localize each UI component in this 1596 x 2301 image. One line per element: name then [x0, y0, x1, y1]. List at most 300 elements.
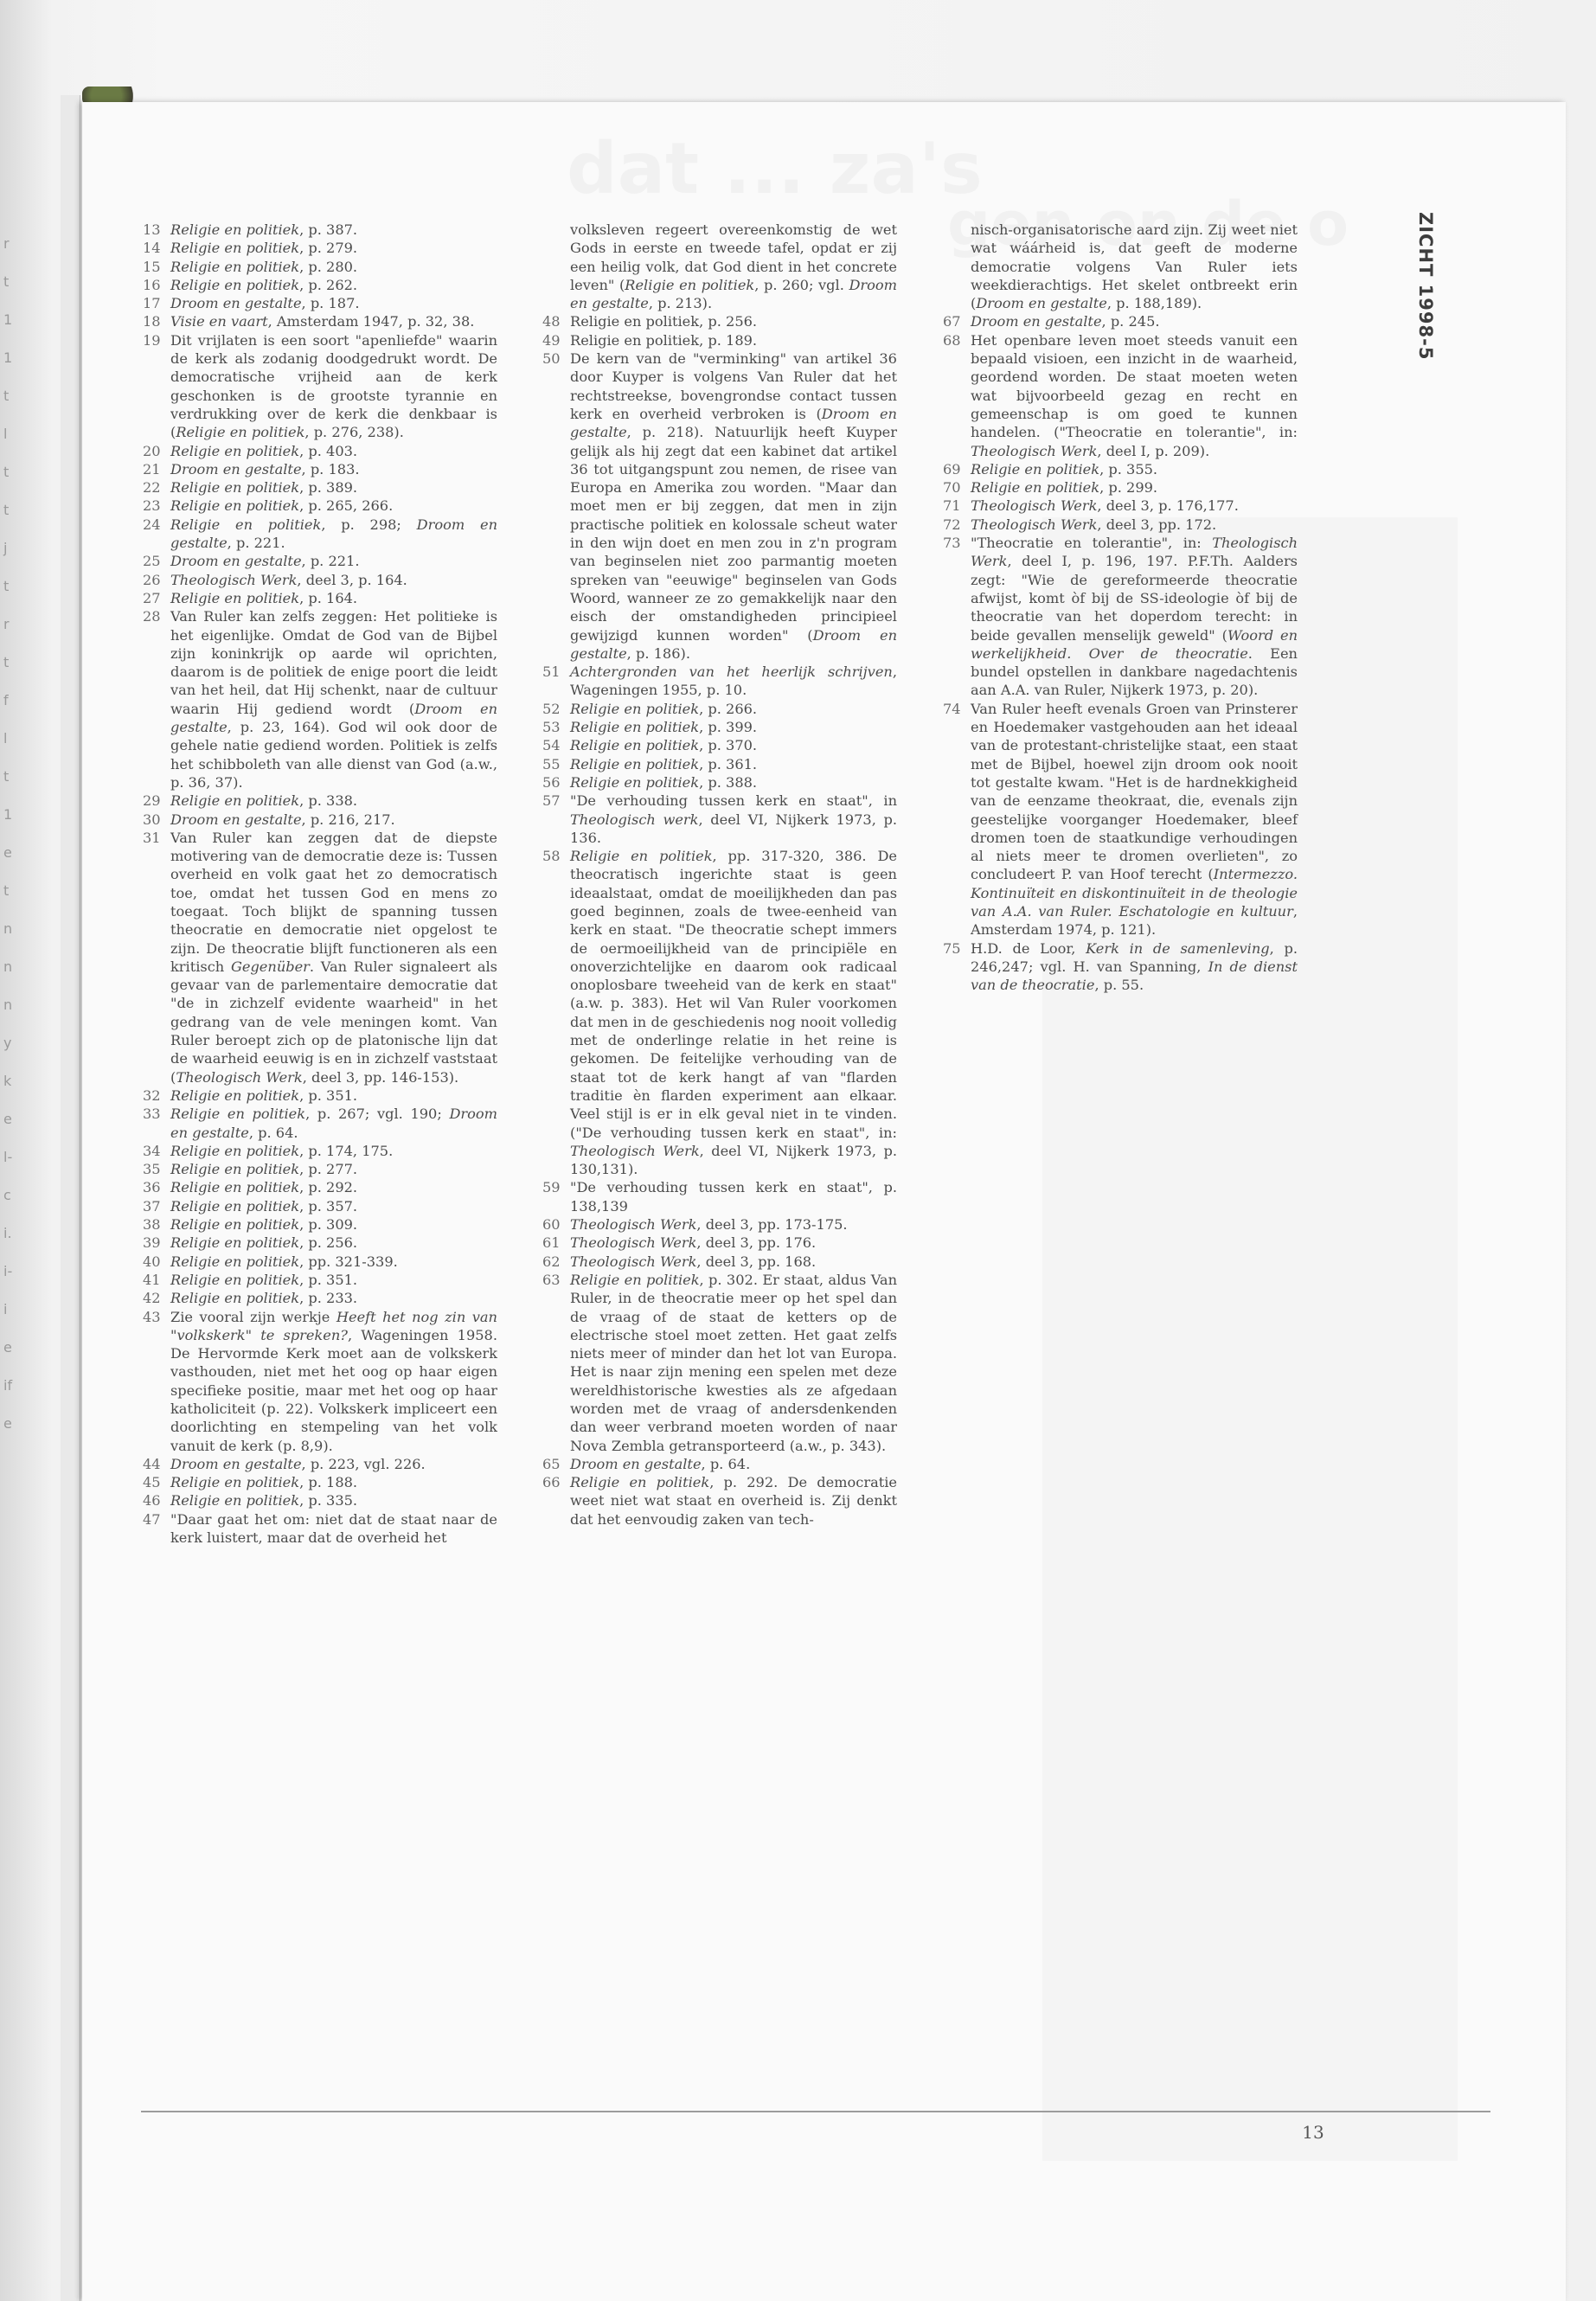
- footnote-title: Theologisch Werk: [570, 1142, 700, 1159]
- footnote-text: "Daar gaat het om: niet dat de staat naar de kerk luistert, maar dat de overheid het: [170, 1510, 497, 1547]
- footnote-number: 18: [143, 313, 161, 330]
- edge-letter: t: [3, 578, 10, 594]
- footnote-text: , p. 55.: [1094, 977, 1144, 994]
- footnote-number: 35: [143, 1161, 161, 1178]
- footnote-title: Religie en politiek: [176, 424, 305, 441]
- edge-letter: i-: [3, 1263, 13, 1279]
- footnote-number: 14: [143, 240, 161, 257]
- footnote-text: , p. 279.: [299, 240, 358, 257]
- footnote-number: 25: [143, 553, 161, 570]
- edge-letter: t: [3, 654, 10, 670]
- footnote: [542, 1234, 897, 1252]
- edge-letter: y: [3, 1035, 12, 1051]
- footnote-text: , p. 188,189).: [1106, 295, 1202, 312]
- footnote-number: 17: [143, 295, 161, 312]
- edge-letter: t: [3, 768, 10, 785]
- footnote-text: , Amsterdam 1947, p. 32, 38.: [267, 313, 475, 330]
- footnote-title: Religie en politiek: [170, 1142, 300, 1159]
- footnote-text: "De verhouding tussen kerk en staat", in: [570, 792, 897, 810]
- footnote-text: , p. 389.: [299, 479, 358, 497]
- footnote-text: , p. 298;: [321, 516, 417, 533]
- footnote-title: Religie en politiek: [170, 1106, 306, 1123]
- footnote-text: , Amsterdam 1974, p. 121).: [971, 902, 1298, 939]
- footnote: [943, 331, 1298, 460]
- footnote-number: 65: [542, 1455, 561, 1472]
- footnote-text: , p. 387.: [299, 221, 358, 238]
- footnote-number: 26: [143, 571, 161, 588]
- footnote-text: Zie vooral zijn werkje: [170, 1308, 337, 1325]
- footnote: [943, 312, 1298, 330]
- footnote-title: Theologisch Werk: [570, 1253, 697, 1270]
- footnote: [943, 516, 1298, 534]
- footnote-text: Het openbare leven moet steeds vanuit een bepaald visioen, een inzicht in de waarheid, geordend worden. De staat moeten weten wat bijvoorbeeld gezag en recht en gemeenschap is om goed te kunnen handelen. ("Theocratie en tolerantie", in:: [971, 331, 1298, 441]
- footnote-number: 68: [943, 331, 961, 349]
- footnote: [143, 1178, 497, 1196]
- footnote-title: Droom en gestalte: [971, 313, 1102, 330]
- footnote-number: 15: [143, 258, 161, 275]
- footnote-title: Religie en politiek: [170, 1234, 300, 1252]
- footnote-title: Religie en politiek: [170, 1253, 300, 1270]
- footnote-title: Droom en gestalte: [976, 295, 1107, 312]
- footnote: [542, 773, 897, 792]
- footnote-title: Theologisch werk: [570, 811, 699, 828]
- footnote-text: , p. 280.: [299, 258, 358, 275]
- footnote: [143, 331, 497, 442]
- footnote-number: 22: [143, 479, 161, 497]
- footnote-title: Droom en gestalte: [570, 626, 898, 662]
- footnote-text: Van Ruler heeft evenals Groen van Prinsterer en Hoedemaker vastgehouden aan het ideaal van de protestant-christelijke staat, een staat met de Bijbel, hoewel zijn droom ook nooit tot gestalte kwam. "Het is de hardnekkigheid van de eenzame theokraat, die, evenals zijn geestelijke voorganger Hoedemaker, bleef dromen toen de staatkundige verhoudingen al niets meer te dromen overlieten", zo concludeert P. van Hoof terecht (: [971, 700, 1298, 883]
- footnote: [143, 221, 497, 239]
- footnote-text: , p. 370.: [699, 737, 758, 754]
- footnote-number: 27: [143, 589, 161, 606]
- footnote: [143, 1086, 497, 1105]
- footnote-number: 70: [943, 479, 961, 497]
- footnote-title: Religie en politiek: [170, 479, 300, 497]
- footnote-text: , p. 355.: [1099, 460, 1158, 478]
- footnote: [143, 276, 497, 294]
- edge-letter: k: [3, 1073, 12, 1089]
- footnote-title: Religie en politiek: [170, 516, 322, 533]
- footnote-number: 60: [542, 1216, 561, 1234]
- footnote-title: Droom en gestalte: [570, 276, 897, 312]
- footnote-number: 23: [143, 497, 161, 515]
- footnote: [542, 700, 897, 718]
- footnote-number: 21: [143, 460, 161, 478]
- footnote-number: 49: [542, 331, 561, 349]
- footnote-number: 45: [143, 1474, 161, 1491]
- footnote-title: Religie en politiek: [570, 1271, 700, 1288]
- footnote-column-2: [542, 221, 897, 1529]
- edge-letter: i.: [3, 1225, 12, 1241]
- footnote-title: Religie en politiek: [570, 848, 713, 865]
- footnote-text: , deel 3, pp. 173-175.: [696, 1216, 848, 1234]
- footnote-text: , p. 351.: [299, 1086, 358, 1104]
- footnote-title: Droom en gestalte: [570, 405, 897, 441]
- footnote-number: 29: [143, 792, 161, 810]
- footnote-text: , p. 164.: [299, 589, 358, 606]
- footnote: [542, 312, 897, 330]
- footnote: [143, 312, 497, 330]
- footnote-number: 28: [143, 608, 161, 625]
- footnote-title: Religie en politiek: [625, 276, 755, 293]
- footer-rule: [141, 2111, 1490, 2112]
- footnote-title: Intermezzo. Kontinuïteit en diskontinuïteit in de theologie van A.A. van Ruler. Eschatologie en kultuur: [971, 866, 1298, 920]
- running-header: ZICHT 1998-5: [1415, 212, 1436, 361]
- edge-letter: l: [3, 426, 8, 442]
- footnote-text: , p. 213).: [648, 295, 713, 312]
- footnote: [143, 258, 497, 276]
- footnote-number: 71: [943, 497, 961, 515]
- footnote-number: 61: [542, 1234, 561, 1252]
- footnote-title: Droom en gestalte: [170, 1455, 302, 1472]
- footnote-number: 53: [542, 719, 561, 736]
- footnote-title: Heeft het nog zin van "volkskerk" te spreken?: [170, 1308, 497, 1343]
- footnote-text: , p. 174, 175.: [299, 1142, 394, 1159]
- edge-letter: 1: [3, 806, 13, 823]
- footnote-text: , p. 267; vgl. 190;: [305, 1106, 450, 1123]
- footnote-title: Gegenüber: [230, 958, 310, 975]
- footnote: [143, 1455, 497, 1473]
- footnote-text: , p. 292. De democratie weet niet wat staat en overheid is. Zij denkt dat het eenvoudig zaken van tech-: [570, 1474, 897, 1528]
- footnote-number: 38: [143, 1216, 161, 1234]
- footnote-number: 46: [143, 1492, 161, 1509]
- footnote-text: , p. 277.: [299, 1161, 358, 1178]
- footnote-title: Religie en politiek: [971, 479, 1100, 497]
- footnote-number: 39: [143, 1234, 161, 1252]
- footnote-title: Religie en politiek: [971, 460, 1100, 478]
- show-through-heading: [567, 128, 983, 210]
- footnote-number: 20: [143, 442, 161, 459]
- footnote: [143, 1473, 497, 1491]
- footnote-title: Theologisch Werk: [170, 571, 298, 588]
- edge-letter: e: [3, 1339, 12, 1356]
- footnote-title: Theologisch Werk: [971, 516, 1098, 533]
- footnote-text: , p. 245.: [1101, 313, 1160, 330]
- footnote-title: Religie en politiek: [570, 737, 700, 754]
- footnote-text: , p. 256.: [299, 1234, 358, 1252]
- footnote-title: Religie en politiek: [170, 1271, 300, 1288]
- footnote-text: , p. 403.: [299, 442, 358, 459]
- footnote: [143, 1253, 497, 1271]
- footnote-column-1: [143, 221, 497, 1547]
- footnote-number: 24: [143, 516, 161, 533]
- footnote: [143, 239, 497, 257]
- footnote: [143, 1289, 497, 1307]
- footnote-column-3: [943, 221, 1298, 994]
- footnote-title: Religie en politiek: [170, 1179, 300, 1196]
- footnote-number: 34: [143, 1142, 161, 1159]
- footnote-number: 36: [143, 1179, 161, 1196]
- footnote-title: Religie en politiek: [570, 719, 700, 736]
- footnote: [943, 460, 1298, 478]
- edge-letter: l-: [3, 1149, 13, 1165]
- footnote-title: Religie en politiek: [170, 1474, 300, 1491]
- footnote: [542, 663, 897, 700]
- footnote-text: , Wageningen 1955, p. 10.: [570, 663, 897, 699]
- footnote-title: In de dienst van de theocratie: [971, 958, 1298, 994]
- edge-letter: 1: [3, 311, 13, 328]
- footnote-text: , deel VI, Nijkerk 1973, p. 130,131).: [570, 1142, 897, 1178]
- footnote-title: Visie en vaart: [170, 313, 268, 330]
- edge-letter: t: [3, 882, 10, 899]
- footnote-number: 67: [943, 313, 961, 330]
- footnote-number: 42: [143, 1290, 161, 1307]
- footnote-text: , p. 221.: [227, 535, 285, 552]
- footnote: [143, 829, 497, 1086]
- footnote: [943, 221, 1298, 312]
- footnote: [542, 221, 897, 312]
- footnote: [143, 589, 497, 607]
- footnote-text: . Een bundel opstellen in dankbare nagedachtenis aan A.A. van Ruler, Nijkerk 1973, p. 20).: [971, 644, 1298, 699]
- footnote: [143, 294, 497, 312]
- footnote-text: . Van Ruler signaleert als gevaar van de parlementaire democratie dat "de in zichzelf evidente waarheid" in het gedrang van de vele meningen komt. Van Ruler beroept zich op de platonische lijn dat de waarheid eeuwig is en in zichzelf vaststaat (: [170, 958, 497, 1086]
- footnote-text: , p. 299.: [1099, 479, 1158, 497]
- footnote-text: , p. 188.: [299, 1474, 358, 1491]
- footnote-title: Religie en politiek: [170, 497, 300, 515]
- footnote-number: 32: [143, 1086, 161, 1104]
- footnote-text: , p. 335.: [299, 1492, 358, 1509]
- edge-letter: n: [3, 958, 13, 975]
- footnote-text: , p. 338.: [299, 792, 358, 810]
- footnote-text: , p. 292.: [299, 1179, 358, 1196]
- footnote: [542, 1215, 897, 1234]
- edge-letter: c: [3, 1187, 11, 1203]
- footnote-title: Religie en politiek: [170, 792, 300, 810]
- footnote-text: Van Ruler kan zelfs zeggen: Het politieke is het eigenlijke. Omdat de God van de Bijbel zijn koninkrijk op aarde wil oprichten, daarom is de politiek de enige poort die leidt van het heil, dat Hij schenkt, naar de cultuur waarin Hij gediend wordt (: [170, 608, 497, 717]
- footnote-number: 37: [143, 1197, 161, 1215]
- footnote-text: Dit vrijlaten is een soort "apenliefde" waarin de kerk als zodanig doodgedrukt wordt. De democratische vrijheid aan de kerk geschonken is de grootste tyrannie en verdrukking over de kerk die denkbaar is (: [170, 331, 497, 441]
- edge-letter: e: [3, 1415, 12, 1432]
- footnote-number: 62: [542, 1253, 561, 1270]
- footnote-title: Droom en gestalte: [170, 516, 497, 552]
- footnote-title: Religie en politiek: [570, 755, 700, 772]
- footnote-title: Theologisch Werk: [570, 1216, 697, 1234]
- edge-letter: n: [3, 920, 13, 937]
- footnote-number: 13: [143, 221, 161, 238]
- footnote-number: 55: [542, 755, 561, 772]
- footnote-text: De kern van de "verminking" van artikel 36 door Kuyper is volgens Van Ruler dat het rechtstreekse, bovengrondse contact tussen kerk en overheid verbroken is (: [570, 350, 897, 422]
- footnote-title: Droom en gestalte: [170, 460, 302, 478]
- footnote-number: 40: [143, 1253, 161, 1270]
- footnote-text: , p. 357.: [299, 1197, 358, 1215]
- footnote: [542, 349, 897, 663]
- footnote-text: , deel 3, pp. 172.: [1097, 516, 1217, 533]
- footnote: [143, 478, 497, 497]
- footnote-number: 57: [542, 792, 561, 810]
- edge-letter: e: [3, 844, 12, 861]
- footnote-text: , p. 216, 217.: [301, 811, 395, 828]
- footnote-number: 56: [542, 773, 561, 791]
- footnote-number: 50: [542, 350, 561, 368]
- footnote-title: Droom en gestalte: [170, 295, 302, 312]
- footnote: [143, 811, 497, 829]
- footnote: [143, 442, 497, 460]
- footnote-title: Religie en politiek: [170, 1492, 300, 1509]
- footnote: [143, 571, 497, 589]
- footnote-text: , p. 23, 164). God wil ook door de gehele natie gediend worden. Politiek is zelfs het schibboleth van alle dienst van God (a.w., p. 36, 37).: [170, 719, 497, 791]
- footnote: [143, 460, 497, 478]
- edge-letter: f: [3, 692, 9, 708]
- footnote-text: , deel 3, pp. 176.: [696, 1234, 817, 1252]
- footnote: [943, 939, 1298, 995]
- footnote-title: Kerk in de samenleving: [1086, 939, 1270, 957]
- footnote-title: Religie en politiek: [170, 276, 300, 293]
- footnote-text: , p. 276, 238).: [304, 424, 404, 441]
- footnote: [143, 1234, 497, 1252]
- footnote: [542, 755, 897, 773]
- footnote: [542, 736, 897, 754]
- footnote-title: Droom en gestalte: [170, 700, 497, 736]
- footnote-number: 31: [143, 829, 161, 846]
- footnote-title: Religie en politiek: [170, 1216, 300, 1234]
- footnote: [542, 1271, 897, 1455]
- footnote: [143, 607, 497, 792]
- footnote: [143, 1491, 497, 1509]
- footnote-text: , pp. 317-320, 386. De theocratisch ingerichte staat is geen ideaalstaat, omdat de moeilijkheden dan pas goed beginnen, zoals de twee-eenheid van kerk en staat. "De theocratie schept immers de oermoeilijkheid van de principiële en onoverzichtelijke en daarom ook radicaal onoplosbare tweeheid van de kerk en staat" (a.w. p. 383). Het wil Van Ruler voorkomen dat men in de geschiedenis nog nooit volledig met de onderlinge relatie in het reine is gekomen. De feitelijke verhouding van de staat tot de kerk hangt af van "flarden traditie èn flarden experiment aan elkaar. Veel stijl is er in elk geval niet in te vinden. ("De verhouding tussen kerk en staat", in:: [570, 848, 897, 1141]
- footnote-text: , p. 262.: [299, 276, 358, 293]
- footnote-text: "De verhouding tussen kerk en staat", p. 138,139: [570, 1179, 897, 1215]
- footnote: [143, 1160, 497, 1178]
- footnote-title: Religie en politiek: [570, 773, 700, 791]
- footnote-title: Droom en gestalte: [570, 1455, 702, 1472]
- footnote-title: Achtergronden van het heerlijk schrijven: [570, 663, 893, 681]
- footnote-number: 19: [143, 331, 161, 349]
- footnote: [542, 1473, 897, 1529]
- footnote-title: Woord en werkelijkheid. Over de theocratie: [971, 626, 1298, 662]
- edge-letter: r: [3, 616, 10, 632]
- footnote-title: Theologisch Werk: [176, 1068, 303, 1086]
- footnote-text: , p. 64.: [701, 1455, 751, 1472]
- footnote-number: 51: [542, 663, 561, 681]
- footnote-text: "Theocratie en tolerantie", in:: [971, 535, 1213, 552]
- footnote-text: , p. 218). Natuurlijk heeft Kuyper gelijk als hij zegt dat een kabinet dat artikel 36 tot uitgangspunt zou nemen, de risee van Europa en Amerika zou worden. "Maar dan moet men er bij zeggen, dat men in zijn practische politiek en kolossale scheut water in den wijn doet en men zou in z'n program van beginselen niet zoo parmantig moeten spreken van "eeuwige" beginselen van Gods Woord, wanneer ze zo gemakkelijk naar den eisch der omstandigheden principieel gewijzigd kunnen worden" (: [570, 424, 897, 644]
- footnote-number: 54: [542, 737, 561, 754]
- footnote-text: Religie en politiek, p. 256.: [570, 313, 758, 330]
- footnote: [542, 331, 897, 349]
- footnote-text: , deel 3, pp. 168.: [696, 1253, 817, 1270]
- footnote-title: Theologisch Werk: [971, 442, 1098, 459]
- footnote-text: , p. 260; vgl.: [754, 276, 849, 293]
- footnote-text: , p. 223, vgl. 226.: [301, 1455, 426, 1472]
- footnote-text: nisch-organisatorische aard zijn. Zij weet niet wat wáárheid is, dat geeft de moderne democratie volgens Van Ruler iets weekdierachtigs. Het skelet ontbreekt erin (: [971, 221, 1298, 312]
- footnote-text: , deel VI, Nijkerk 1973, p. 136.: [570, 811, 898, 846]
- footnote: [143, 516, 497, 553]
- footnote-text: , deel I, p. 209).: [1097, 442, 1210, 459]
- edge-letter: n: [3, 997, 13, 1013]
- footnote-number: 30: [143, 811, 161, 828]
- edge-letter: t: [3, 464, 10, 480]
- footnote-number: 63: [542, 1271, 561, 1288]
- footnote-text: volksleven regeert overeenkomstig de wet Gods in eerste en tweede tafel, opdat er zij een heilig volk, dat God dient in het concrete leven" (: [570, 221, 897, 293]
- footnote-text: , deel I, p. 196, 197. P.F.Th. Aalders zegt: "Wie de gereformeerde theocratie afwijst, komt òf bij de SS-ideologie òf bij de theocratie van het doperdom terecht: in beide gevallen menselijk geweld" (: [971, 553, 1298, 644]
- footnote-title: Religie en politiek: [170, 1161, 300, 1178]
- footnote-title: Religie en politiek: [170, 221, 300, 238]
- edge-letter: j: [3, 540, 8, 556]
- footnote: [143, 1271, 497, 1289]
- edge-letter: t: [3, 502, 10, 518]
- edge-letter: t: [3, 273, 10, 290]
- footnote: [542, 1253, 897, 1271]
- footnote-number: 33: [143, 1106, 161, 1123]
- footnote-title: Droom en gestalte: [170, 553, 302, 570]
- footnote-text: , deel 3, p. 164.: [297, 571, 407, 588]
- footnote-title: Theologisch Werk: [570, 1234, 697, 1252]
- footnote-title: Religie en politiek: [570, 1474, 710, 1491]
- footnote: [542, 1455, 897, 1473]
- footnote-text: , deel 3, p. 176,177.: [1097, 497, 1239, 515]
- footnote-text: , p. 186).: [626, 644, 690, 662]
- edge-letter: t: [3, 388, 10, 404]
- footnote-title: Religie en politiek: [170, 589, 300, 606]
- edge-letter: i: [3, 1301, 8, 1317]
- footnote-text: , p. 233.: [299, 1290, 358, 1307]
- footnote-number: 75: [943, 939, 961, 957]
- footnote-title: Droom en gestalte: [170, 1106, 497, 1141]
- footnote: [943, 534, 1298, 700]
- footnote-number: 58: [542, 848, 561, 865]
- footnote-text: Religie en politiek, p. 189.: [570, 331, 758, 349]
- footnote-text: , p. 266.: [699, 700, 758, 717]
- footnote-number: 41: [143, 1271, 161, 1288]
- footnote-text: , p. 309.: [299, 1216, 358, 1234]
- footnote: [143, 792, 497, 810]
- footnote-text: , p. 265, 266.: [299, 497, 394, 515]
- footnote-title: Religie en politiek: [170, 240, 300, 257]
- edge-letter: 1: [3, 349, 13, 366]
- footnote-number: 66: [542, 1474, 561, 1491]
- footnote-text: , p. 388.: [699, 773, 758, 791]
- footnote-text: , p. 183.: [301, 460, 360, 478]
- footnote-text: , p. 351.: [299, 1271, 358, 1288]
- footnote-title: Religie en politiek: [170, 1086, 300, 1104]
- footnote-text: , p. 64.: [248, 1124, 298, 1141]
- page-spine: [61, 95, 80, 2301]
- footnote-title: Religie en politiek: [170, 442, 300, 459]
- footnote-text: , p. 221.: [301, 553, 360, 570]
- footnote: [143, 1510, 497, 1548]
- footnote-text: , p. 302. Er staat, aldus Van Ruler, in de theocratie meer op het spel dan de vraag of de staat de ketters op de electrische stoel moet zetten. Het gaat zelfs niets meer of minder dan het lot van Europa. Het is naar zijn mening een spelen met deze wereldhistorische kwesties als ze afgedaan worden met de vraag of andersdenkenden dan weer verbrand moeten worden of naar Nova Zembla getransporteerd (a.w., p. 343).: [570, 1271, 897, 1454]
- footnote-text: , deel 3, pp. 146-153).: [302, 1068, 459, 1086]
- footnote-title: Religie en politiek: [170, 1290, 300, 1307]
- footnote-text: Van Ruler kan zeggen dat de diepste motivering van de democratie deze is: Tussen overheid en volk gaat het zo democratisch toe, omdat het tussen God en mens zo toegaat. Toch blijkt de spanning tussen theocratie en democratie niet opgelost te zijn. De theocratie blijft functioneren als een kritisch: [170, 829, 497, 975]
- page-number: 13: [1302, 2122, 1324, 2143]
- footnote-number: 59: [542, 1179, 561, 1196]
- footnote-text: H.D. de Loor,: [971, 939, 1086, 957]
- facing-page-edge: [3, 225, 38, 1695]
- footnote-number: 47: [143, 1510, 161, 1528]
- footnote: [542, 847, 897, 1178]
- footnote: [143, 1142, 497, 1160]
- footnote: [943, 700, 1298, 939]
- footnote: [542, 718, 897, 736]
- footnote-text: , p. 246,247; vgl. H. van Spanning,: [971, 939, 1298, 975]
- footnote-text: , p. 361.: [699, 755, 758, 772]
- footnote-title: Religie en politiek: [170, 1197, 300, 1215]
- edge-letter: l: [3, 730, 8, 747]
- footnote-number: 72: [943, 516, 961, 533]
- footnote: [143, 552, 497, 570]
- footnote-title: Religie en politiek: [570, 700, 700, 717]
- footnote: [143, 1308, 497, 1455]
- footnote: [143, 497, 497, 515]
- footnote: [943, 497, 1298, 515]
- footnote-number: 16: [143, 276, 161, 293]
- footnote-title: Religie en politiek: [170, 258, 300, 275]
- footnote-number: 52: [542, 700, 561, 717]
- footnote: [143, 1105, 497, 1142]
- footnote-number: 43: [143, 1308, 161, 1325]
- footnote: [143, 1215, 497, 1234]
